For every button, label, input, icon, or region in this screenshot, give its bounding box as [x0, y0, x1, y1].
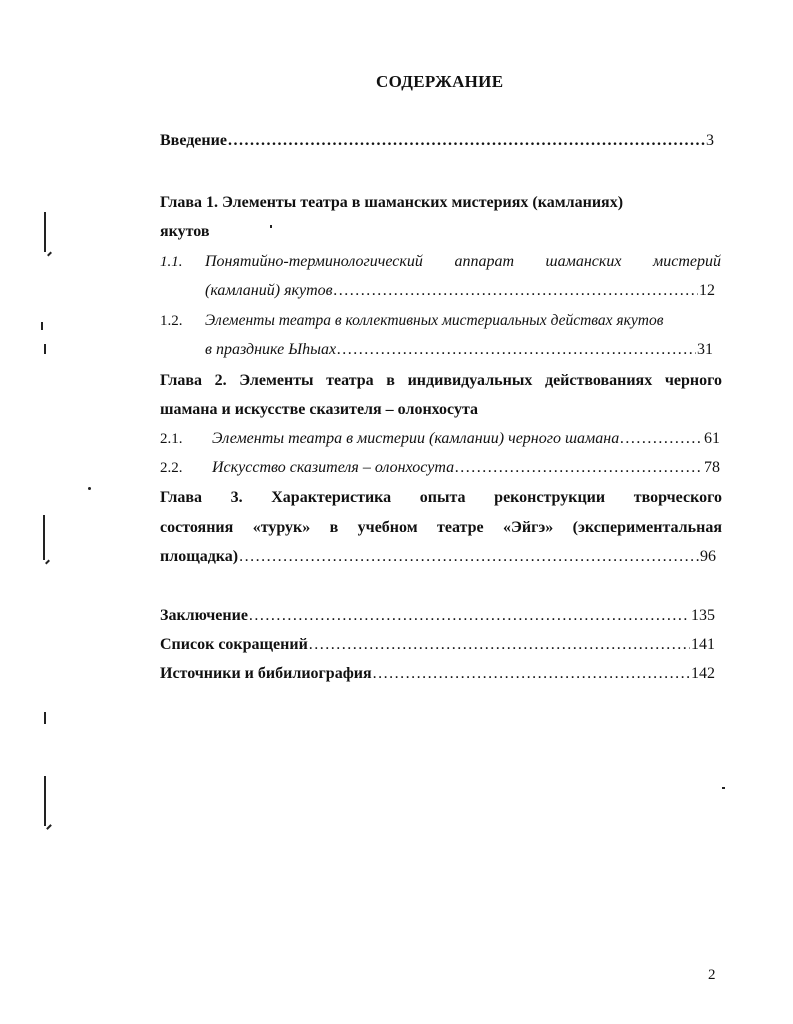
word: Понятийно-терминологический [205, 253, 423, 270]
word: состояния [160, 519, 234, 536]
toc-entry-page: 31 [697, 341, 713, 358]
word: аппарат [454, 253, 514, 270]
section-1-1-number: 1.1. [160, 254, 183, 270]
toc-entry-label: Источники и бибилиография [160, 665, 372, 682]
word: шаманских [545, 253, 622, 270]
word: действованиях [544, 372, 653, 389]
word: «турук» [252, 519, 311, 536]
word: 3. [230, 489, 243, 506]
word: Характеристика [271, 489, 392, 506]
toc-entry-label: Заключение [160, 607, 248, 624]
toc-entry-page: 96 [700, 548, 716, 565]
word: Глава [160, 489, 202, 506]
chapter3-title-line2[interactable] [160, 518, 722, 538]
scan-mark [46, 824, 52, 830]
toc-entry-page: 142 [691, 665, 715, 682]
scan-mark [722, 787, 725, 789]
scan-mark [41, 322, 43, 330]
toc-entry-label: Введение [160, 132, 227, 149]
toc-entry-label: Искусство сказителя – олонхосута [212, 459, 455, 476]
dot-leader [334, 281, 698, 301]
scan-mark [45, 560, 50, 565]
scan-mark [47, 252, 52, 257]
word: творческого [633, 489, 722, 506]
chapter3-entry[interactable] [160, 547, 716, 567]
toc-entry-label: в празднике Ыhыах [205, 341, 337, 358]
toc-entry-label: Список сокращений [160, 636, 308, 653]
toc-entry-abbreviations[interactable] [160, 635, 715, 655]
toc-entry-page: 141 [691, 636, 715, 653]
dot-leader [228, 131, 705, 151]
section-2-1-number: 2.1. [160, 431, 183, 447]
chapter1-title-line2: якутов [160, 223, 210, 240]
page-number: 2 [708, 967, 716, 983]
word: учебном [357, 519, 418, 536]
scan-mark [88, 487, 91, 490]
section-1-2-title-line1[interactable]: Элементы театра в коллективных мистериальных действах якутов [205, 312, 664, 329]
word: в [386, 372, 395, 389]
toc-entry-label: Элементы театра в мистерии (камлании) черного шамана [212, 430, 620, 447]
section-2-2-entry[interactable] [212, 458, 720, 478]
section-2-2-number: 2.2. [160, 460, 183, 476]
scan-mark [44, 212, 46, 252]
toc-entry-page: 3 [706, 132, 714, 149]
dot-leader [337, 340, 696, 360]
word: реконструкции [494, 489, 606, 506]
toc-entry-label: площадка) [160, 548, 239, 565]
word: (экспериментальная [572, 519, 722, 536]
section-1-2-entry[interactable] [205, 340, 713, 360]
dot-leader [455, 458, 703, 478]
dot-leader [239, 547, 699, 567]
word: театра [326, 372, 374, 389]
toc-entry-intro[interactable] [160, 131, 714, 151]
toc-entry-page: 135 [691, 607, 715, 624]
word: Глава [160, 372, 202, 389]
word: в [329, 519, 339, 536]
dot-leader [309, 635, 690, 655]
chapter3-title-line1[interactable] [160, 488, 722, 508]
chapter2-title-line1 [160, 371, 722, 391]
chapter1-title-line1: Глава 1. Элементы театра в шаманских мистериях (камланиях) [160, 194, 624, 211]
scan-mark [44, 344, 46, 354]
section-1-1-title-line1[interactable] [205, 252, 721, 272]
toc-entry-label: (камланий) якутов [205, 282, 333, 299]
toc-entry-page: 61 [704, 430, 720, 447]
chapter2-title-line2: шамана и искусстве сказителя – олонхосута [160, 401, 478, 418]
section-1-1-entry[interactable] [205, 281, 715, 301]
word: театре [437, 519, 484, 536]
scan-mark [43, 515, 45, 560]
toc-entry-conclusion[interactable] [160, 606, 715, 626]
toc-entry-page: 12 [699, 282, 715, 299]
page-title: СОДЕРЖАНИЕ [376, 72, 504, 91]
toc-entry-sources[interactable] [160, 664, 715, 684]
word: Элементы [239, 372, 314, 389]
scan-mark [44, 712, 46, 724]
word: «Эйгэ» [503, 519, 554, 536]
word: черного [664, 372, 722, 389]
dot-leader [620, 429, 703, 449]
scan-mark [44, 776, 46, 826]
word: мистерий [653, 253, 721, 270]
dot-leader [249, 606, 690, 626]
word: индивидуальных [407, 372, 533, 389]
word: опыта [419, 489, 466, 506]
dot-leader [373, 664, 690, 684]
scan-mark [270, 225, 272, 228]
toc-entry-page: 78 [704, 459, 720, 476]
word: 2. [214, 372, 227, 389]
section-2-1-entry[interactable] [212, 429, 720, 449]
section-1-2-number: 1.2. [160, 313, 183, 329]
